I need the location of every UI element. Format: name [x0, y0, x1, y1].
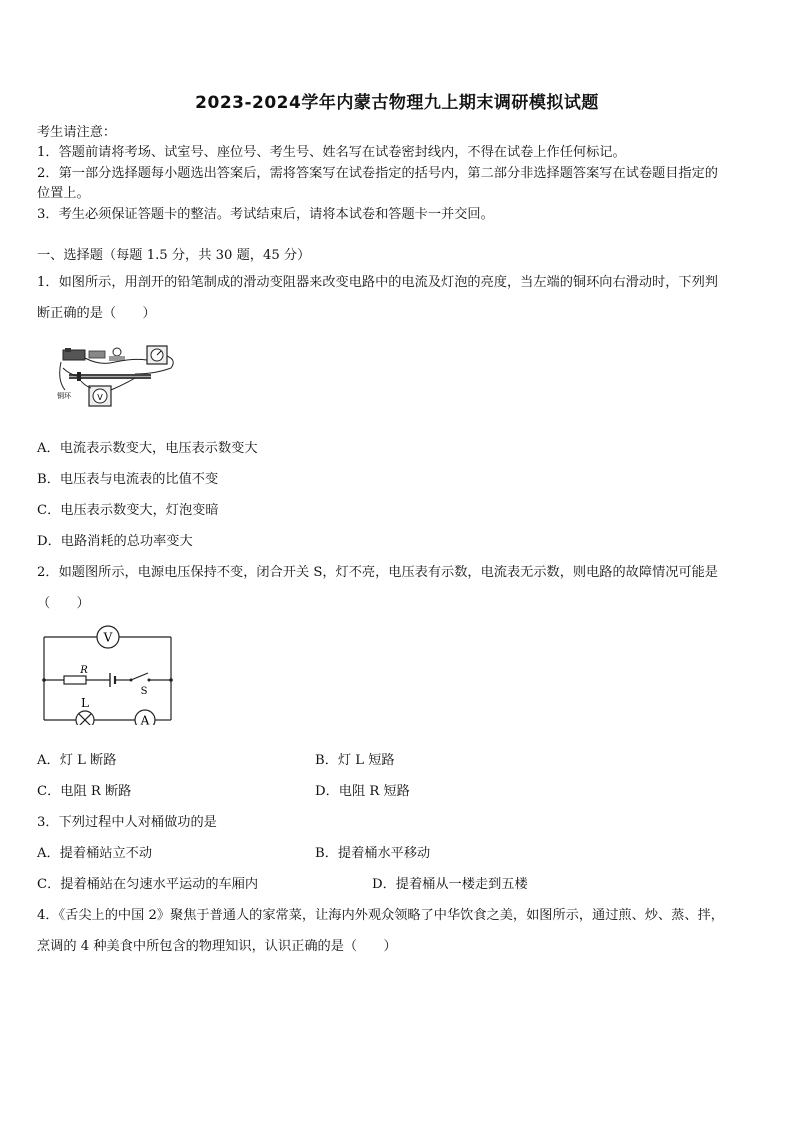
- notice-heading: 考生请注意：: [37, 125, 117, 140]
- q3-option-a[interactable]: A．提着桶站立不动: [37, 846, 153, 861]
- q1-voltmeter-label: V: [97, 393, 103, 402]
- q1-copper-ring-label: 铜环: [57, 392, 71, 400]
- q2-circuit-diagram: [38, 625, 178, 725]
- q1-figure: [55, 340, 180, 415]
- q2-option-b[interactable]: B．灯 L 短路: [315, 753, 395, 768]
- q4-stem-line2: 烹调的 4 种美食中所包含的物理知识，认识正确的是（ ）: [37, 939, 397, 954]
- q2-option-a[interactable]: A．灯 L 断路: [37, 753, 117, 768]
- q1-stem-line2: 断正确的是（ ）: [37, 306, 156, 321]
- q2-switch-label: S: [140, 686, 148, 697]
- q2-resistor-label: R: [80, 665, 88, 676]
- q1-option-a[interactable]: A．电流表示数变大，电压表示数变大: [37, 441, 258, 456]
- q3-stem: 3．下列过程中人对桶做功的是: [37, 815, 217, 830]
- q2-stem-line2: （ ）: [37, 596, 90, 611]
- q4-stem-line1: 4．《舌尖上的中国 2》聚焦于普通人的家常菜，让海内外观众领略了中华饮食之美，如图所示，通过煎、炒、蒸、拌，: [37, 908, 724, 923]
- q3-option-d[interactable]: D．提着桶从一楼走到五楼: [372, 877, 528, 892]
- notice-item-2: 2．第一部分选择题每小题选出答案后，需将答案写在试卷指定的括号内，第二部分非选择题答案写在试卷题目指定的: [37, 166, 718, 181]
- q2-lamp-label: L: [81, 696, 89, 710]
- notice-item-3: 3．考生必须保证答题卡的整洁。考试结束后，请将本试卷和答题卡一并交回。: [37, 207, 494, 222]
- q1-stem-line1: 1．如图所示，用剖开的铅笔制成的滑动变阻器来改变电路中的电流及灯泡的亮度，当左端的铜环向右滑动时，下列判: [37, 275, 718, 290]
- page-title: 2023-2024学年内蒙古物理九上期末调研模拟试题: [195, 93, 599, 113]
- q2-stem-line1: 2．如题图所示，电源电压保持不变，闭合开关 S，灯不亮，电压表有示数，电流表无示数，则电路的故障情况可能是: [37, 565, 718, 580]
- q2-ammeter-label: A: [140, 713, 150, 725]
- q2-voltmeter-label: V: [103, 630, 113, 645]
- q2-option-c[interactable]: C．电阻 R 断路: [37, 784, 132, 799]
- q3-option-c[interactable]: C．提着桶站在匀速水平运动的车厢内: [37, 877, 259, 892]
- q1-option-d[interactable]: D．电路消耗的总功率变大: [37, 534, 193, 549]
- q1-option-c[interactable]: C．电压表示数变大，灯泡变暗: [37, 503, 219, 518]
- q1-option-b[interactable]: B．电压表与电流表的比值不变: [37, 472, 219, 487]
- q3-option-b[interactable]: B．提着桶水平移动: [315, 846, 431, 861]
- notice-item-2-cont: 位置上。: [37, 186, 90, 201]
- section-heading: 一、选择题（每题 1.5 分，共 30 题，45 分）: [37, 248, 311, 263]
- notice-item-1: 1．答题前请将考场、试室号、座位号、考生号、姓名写在试卷密封线内，不得在试卷上作任何标记。: [37, 145, 626, 160]
- q2-option-d[interactable]: D．电阻 R 短路: [315, 784, 410, 799]
